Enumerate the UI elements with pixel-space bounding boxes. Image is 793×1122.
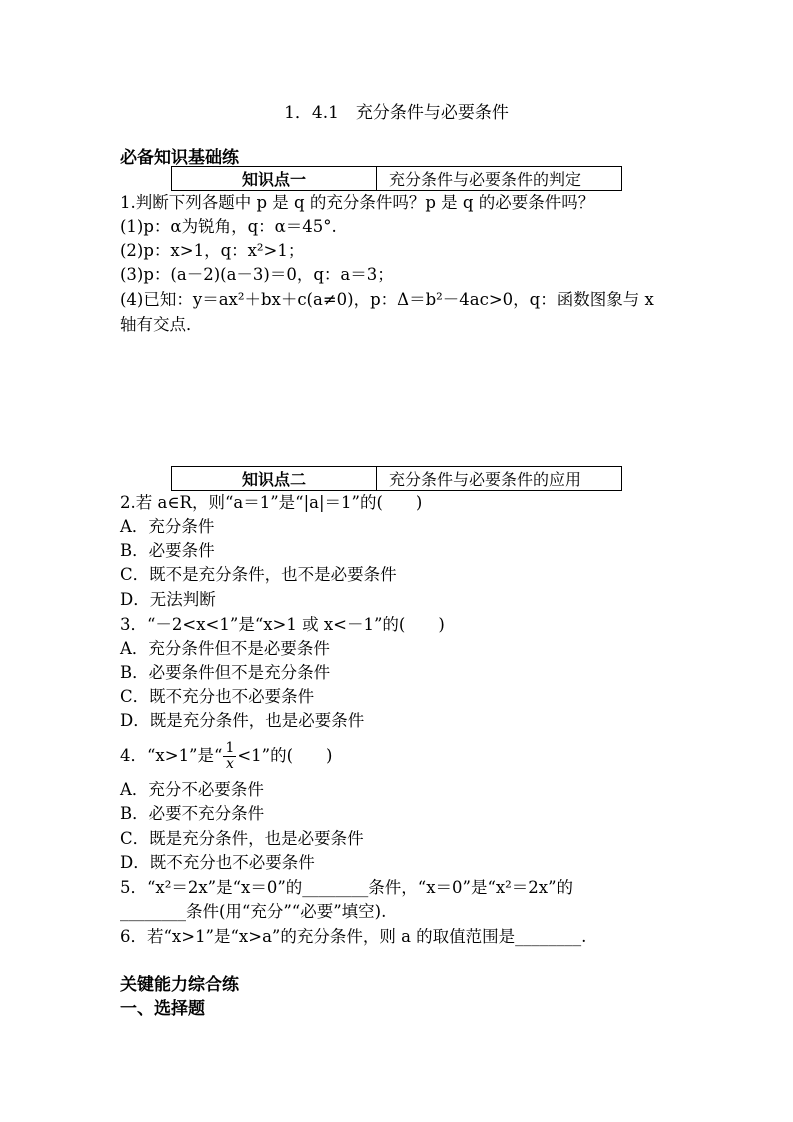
knowledge-point-table-1: [171, 166, 622, 191]
question-2-option: A．充分条件: [120, 517, 215, 536]
section-key-ability: 关键能力综合练: [120, 975, 239, 995]
question-5-line-1: 5．“x²＝2x”是“x＝0”的________条件，“x＝0”是“x²＝2x”的: [120, 878, 574, 897]
question-1-item: (3)p：(a－2)(a－3)＝0，q：a＝3；: [120, 265, 394, 284]
question-3-option: D．既是充分条件，也是必要条件: [120, 711, 365, 730]
knowledge-point-topic: 充分条件与必要条件的应用: [377, 467, 622, 491]
question-1-item: (1)p：α为锐角，q：α＝45°.: [120, 217, 337, 236]
question-3-option: A．充分条件但不是必要条件: [120, 639, 330, 658]
question-3-option: B．必要条件但不是充分条件: [120, 663, 331, 682]
fraction-numerator: 1: [225, 740, 235, 756]
question-5-line-2: ________条件(用“充分”“必要”填空).: [120, 902, 387, 921]
question-4-option: B．必要不充分条件: [120, 804, 265, 823]
section-basic-knowledge: 必备知识基础练: [120, 148, 239, 168]
question-2-stem: 2.若 a∈R，则“a＝1”是“|a|＝1”的( ): [120, 493, 423, 512]
knowledge-point-topic: 充分条件与必要条件的判定: [377, 167, 622, 191]
question-1-item: 轴有交点．: [120, 315, 203, 334]
section-multiple-choice: 一、选择题: [120, 999, 205, 1019]
question-4-stem-post: <1”的( ): [237, 746, 333, 765]
question-1-item: (2)p：x>1，q：x²>1；: [120, 241, 305, 260]
fraction-denominator: x: [225, 756, 234, 772]
question-4-option: C．既是充分条件，也是必要条件: [120, 829, 364, 848]
page-title: 1．4.1 充分条件与必要条件: [284, 103, 509, 123]
question-1-stem: 1.判断下列各题中 p 是 q 的充分条件吗？p 是 q 的必要条件吗？: [120, 193, 595, 212]
question-4-option: A．充分不必要条件: [120, 780, 264, 799]
question-2-option: C．既不是充分条件，也不是必要条件: [120, 565, 397, 584]
knowledge-point-label: 知识点二: [172, 467, 377, 491]
fraction-one-over-x: [223, 741, 236, 772]
knowledge-point-table-2: [171, 466, 622, 491]
question-4-option: D．既不充分也不必要条件: [120, 853, 315, 872]
question-2-option: D．无法判断: [120, 590, 216, 609]
question-6: 6．若“x>1”是“x>a”的充分条件，则 a 的取值范围是________.: [120, 927, 587, 946]
question-2-option: B．必要条件: [120, 541, 215, 560]
question-4-stem: [120, 740, 333, 772]
knowledge-point-label: 知识点一: [172, 167, 377, 191]
question-1-item: (4)已知：y＝ax²＋bx＋c(a≠0)，p：Δ＝b²－4ac>0，q：函数图象与 x: [120, 290, 654, 309]
question-3-stem: 3．“－2<x<1”是“x>1 或 x<－1”的( ): [120, 615, 445, 634]
question-4-stem-pre: 4．“x>1”是“: [120, 746, 223, 765]
question-3-option: C．既不充分也不必要条件: [120, 687, 315, 706]
